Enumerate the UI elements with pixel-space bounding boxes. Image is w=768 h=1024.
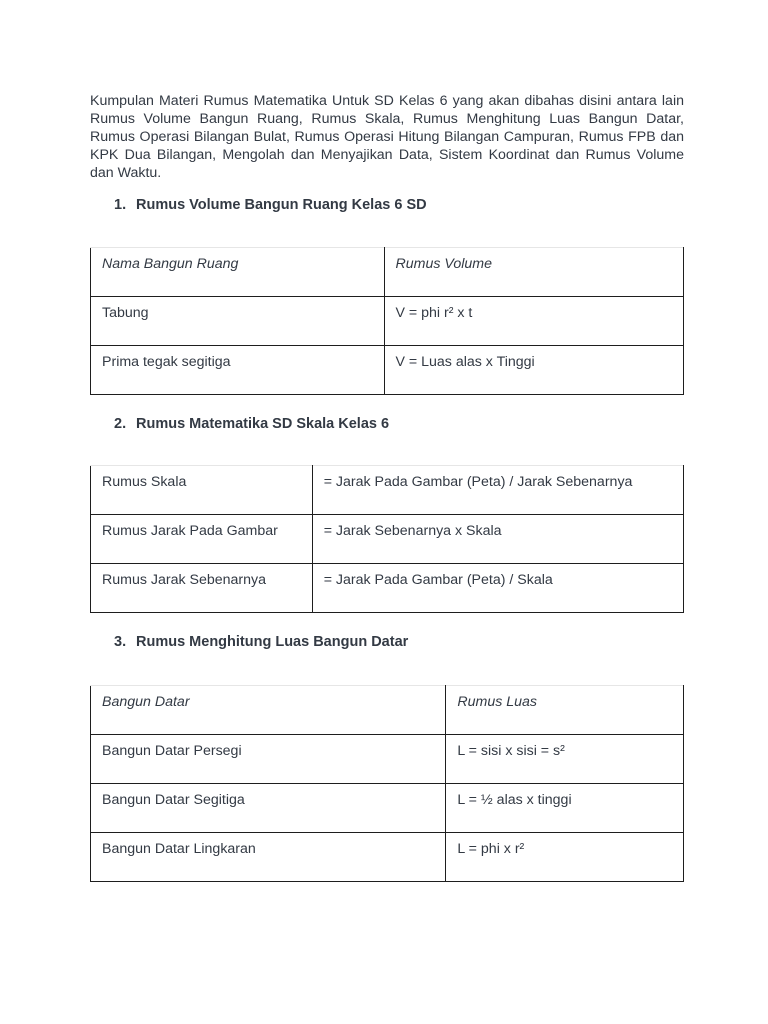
table-row xyxy=(91,515,684,564)
table-row xyxy=(91,564,684,613)
intro-paragraph: Kumpulan Materi Rumus Matematika Untuk SD Kelas 6 yang akan dibahas disini antara lain Rumus Volume Bangun Ruang, Rumus Skala, Rumus Menghitung Luas Bangun Datar, Rumus Operasi Bilangan Bulat, Rumus Operasi Hitung Bilangan Campuran, Rumus FPB dan KPK Dua Bilangan, Mengolah dan Menyajikan Data, Sistem Koordinat dan Rumus Volume dan Waktu. xyxy=(90,93,684,181)
section-3-number: 3. xyxy=(114,634,127,650)
section-2-title: Rumus Matematika SD Skala Kelas 6 xyxy=(136,416,390,432)
table-cell: L = sisi x sisi = s² xyxy=(457,743,565,759)
table-row xyxy=(91,735,684,784)
table-cell: Bangun Datar Persegi xyxy=(102,743,242,759)
table-cell: Rumus Skala xyxy=(102,474,187,490)
table-cell: Rumus Jarak Sebenarnya xyxy=(102,572,267,588)
volume-table xyxy=(90,247,684,395)
table-row xyxy=(91,784,684,833)
table-cell: L = phi x r² xyxy=(457,841,525,857)
table-header-row xyxy=(91,248,684,297)
table-cell: L = ½ alas x tinggi xyxy=(457,792,572,808)
table-cell: Rumus Jarak Pada Gambar xyxy=(102,523,278,539)
table-row xyxy=(91,833,684,882)
table-row xyxy=(91,466,684,515)
table-cell: V = phi r² x t xyxy=(395,305,473,321)
section-1-number: 1. xyxy=(114,197,127,213)
section-1-title: Rumus Volume Bangun Ruang Kelas 6 SD xyxy=(136,197,427,213)
table-cell: = Jarak Pada Gambar (Peta) / Skala xyxy=(323,572,553,588)
section-3-heading xyxy=(114,634,408,650)
table-cell: = Jarak Sebenarnya x Skala xyxy=(323,523,502,539)
scale-table xyxy=(90,465,684,613)
table-cell: V = Luas alas x Tinggi xyxy=(395,354,535,370)
table-header-cell: Rumus Volume xyxy=(395,256,492,272)
table-row xyxy=(91,297,684,346)
section-2-number: 2. xyxy=(114,416,127,432)
section-2-heading xyxy=(114,416,389,432)
table-cell: Tabung xyxy=(102,305,149,321)
table-header-cell: Rumus Luas xyxy=(457,694,538,710)
table-cell: Bangun Datar Segitiga xyxy=(102,792,245,808)
table-header-cell: Bangun Datar xyxy=(102,694,190,710)
table-header-row xyxy=(91,686,684,735)
table-header-cell: Nama Bangun Ruang xyxy=(102,256,239,272)
document-page xyxy=(90,92,684,857)
table-cell: Bangun Datar Lingkaran xyxy=(102,841,256,857)
section-3-title: Rumus Menghitung Luas Bangun Datar xyxy=(136,634,409,650)
table-cell: = Jarak Pada Gambar (Peta) / Jarak Sebenarnya xyxy=(323,474,633,490)
table-row xyxy=(91,346,684,395)
area-table xyxy=(90,685,684,882)
section-1-heading xyxy=(114,197,427,213)
table-cell: Prima tegak segitiga xyxy=(102,354,231,370)
